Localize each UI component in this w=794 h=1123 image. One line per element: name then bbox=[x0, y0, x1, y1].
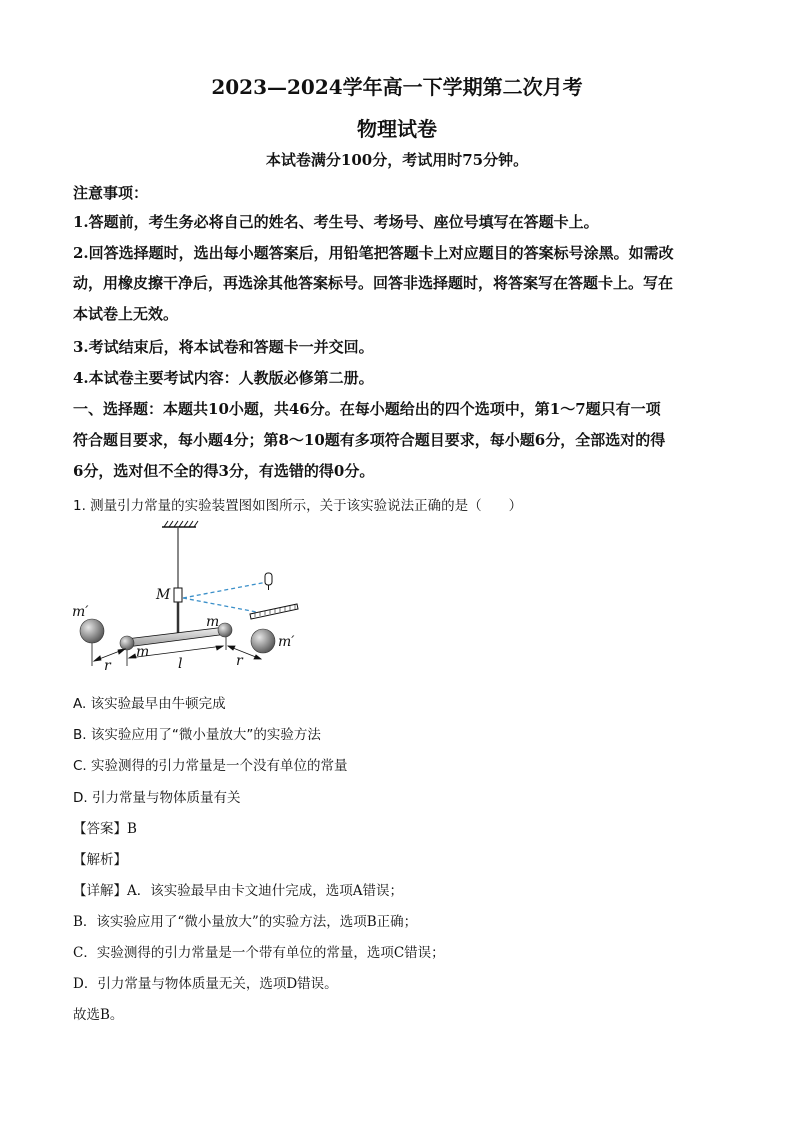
label-m-left: m bbox=[136, 644, 150, 660]
notice-item-3: 3.考试结束后，将本试卷和答题卡一并交回。 bbox=[73, 338, 374, 356]
light-source-icon bbox=[265, 573, 272, 590]
answer-label: 【答案】B bbox=[73, 821, 137, 837]
section-1-line-1: 一、选择题：本题共10小题，共46分。在每小题给出的四个选项中，第1～7题只有一项 bbox=[73, 400, 661, 418]
subject-title: 物理试卷 bbox=[357, 117, 437, 141]
conclusion: 故选B。 bbox=[73, 1007, 124, 1023]
notice-heading: 注意事项： bbox=[73, 184, 149, 202]
option-a: A. 该实验最早由牛顿完成 bbox=[73, 696, 226, 712]
label-M: M bbox=[156, 587, 171, 603]
scale-ruler bbox=[250, 604, 298, 619]
section-1-line-3: 6分，选对但不全的得3分，有选错的得0分。 bbox=[73, 462, 375, 480]
ceiling-support bbox=[162, 521, 198, 527]
exam-title: 2023—2024学年高一下学期第二次月考 bbox=[211, 75, 583, 99]
option-c: C. 实验测得的引力常量是一个没有单位的常量 bbox=[73, 758, 348, 774]
notice-item-1: 1.答题前，考生务必将自己的姓名、考生号、考场号、座位号填写在答题卡上。 bbox=[73, 213, 599, 231]
analysis-heading: 【解析】 bbox=[73, 852, 127, 868]
label-m-right: m bbox=[206, 614, 220, 630]
detail-b: B．该实验应用了“微小量放大”的实验方法，选项B正确； bbox=[73, 914, 418, 930]
label-m-prime-left: m′ bbox=[72, 604, 89, 620]
light-beams bbox=[183, 582, 267, 614]
large-sphere-left bbox=[80, 619, 104, 643]
small-sphere-left bbox=[120, 636, 134, 650]
detail-a: 【详解】A．该实验最早由卡文迪什完成，选项A错误； bbox=[73, 883, 403, 899]
label-r-right: r bbox=[236, 653, 243, 669]
label-r-left: r bbox=[104, 658, 111, 674]
question-1-stem: 1. 测量引力常量的实验装置图如图所示，关于该实验说法正确的是（ ） bbox=[73, 498, 523, 514]
label-l: l bbox=[178, 656, 183, 672]
mirror-m bbox=[174, 588, 182, 638]
large-sphere-right bbox=[251, 629, 275, 653]
section-1-line-2: 符合题目要求，每小题4分；第8～10题有多项符合题目要求，每小题6分，全部选对的得 bbox=[73, 431, 666, 449]
exam-subtitle: 本试卷满分100分，考试用时75分钟。 bbox=[265, 151, 529, 169]
small-sphere-right bbox=[218, 623, 232, 637]
notice-item-4: 4.本试卷主要考试内容：人教版必修第二册。 bbox=[73, 369, 374, 387]
detail-d: D．引力常量与物体质量无关，选项D错误。 bbox=[73, 976, 338, 992]
notice-item-2-line-2: 动，用橡皮擦干净后，再选涂其他答案标号。回答非选择题时，将答案写在答题卡上。写在 bbox=[73, 274, 674, 292]
detail-c: C．实验测得的引力常量是一个带有单位的常量，选项C错误； bbox=[73, 945, 445, 961]
notice-item-2-line-3: 本试卷上无效。 bbox=[73, 305, 179, 323]
label-m-prime-right: m′ bbox=[278, 634, 295, 650]
notice-item-2-line-1: 2.回答选择题时，选出每小题答案后，用铅笔把答题卡上对应题目的答案标号涂黑。如需改 bbox=[73, 244, 674, 262]
option-b: B. 该实验应用了“微小量放大”的实验方法 bbox=[73, 727, 321, 743]
torsion-balance-figure bbox=[60, 518, 320, 688]
option-d: D. 引力常量与物体质量有关 bbox=[73, 790, 241, 806]
